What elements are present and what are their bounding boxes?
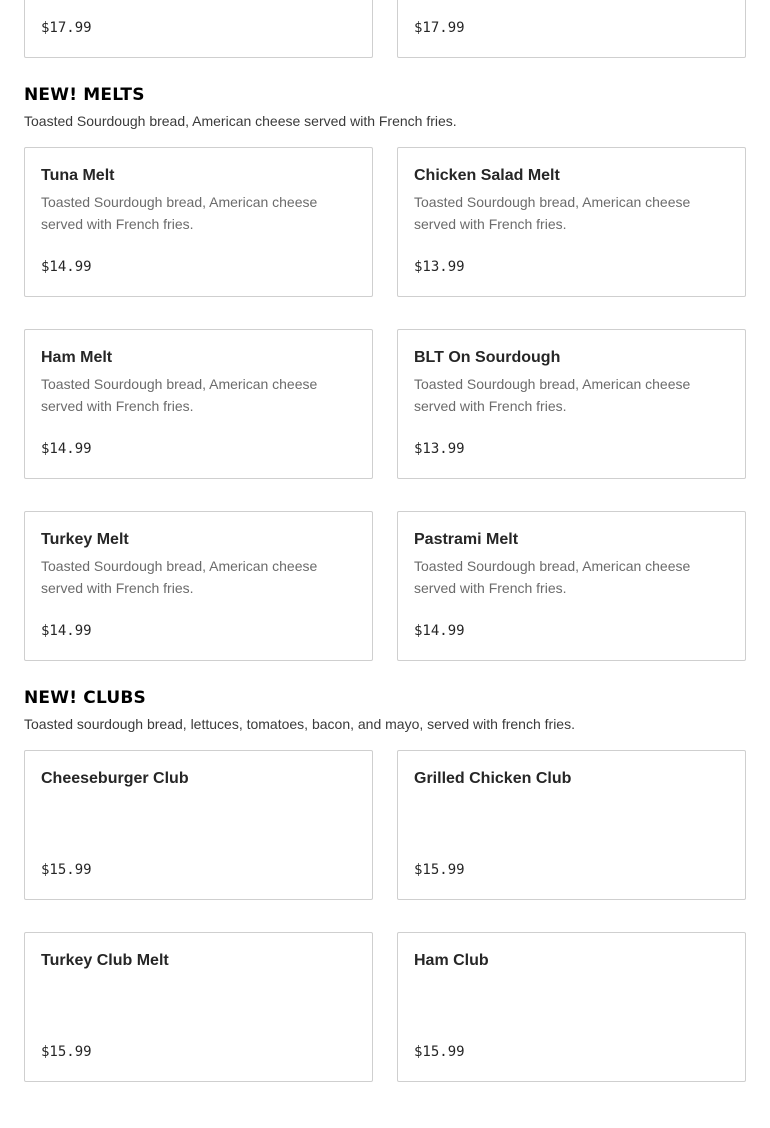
menu-item-price: $14.99 <box>414 623 465 639</box>
menu-item-card[interactable] <box>24 0 373 58</box>
menu-item-price: $15.99 <box>414 1044 465 1060</box>
menu-item-description: Toasted Sourdough bread, American cheese served with French fries. <box>41 376 318 414</box>
menu-item-grid <box>24 147 746 661</box>
menu-item-price: $15.99 <box>41 862 92 878</box>
menu-item-price: $17.99 <box>41 20 92 36</box>
menu-item-name: Ham Melt <box>41 349 113 366</box>
menu-item-description <box>41 794 356 838</box>
section-title: NEW! CLUBS <box>24 688 146 708</box>
menu-item-description: Toasted Sourdough bread, American cheese served with French fries. <box>414 194 691 232</box>
menu-item-name: Grilled Chicken Club <box>414 770 572 787</box>
menu-item-name: Pastrami Melt <box>414 531 519 548</box>
menu-item-name: BLT On Sourdough <box>414 349 561 366</box>
menu-item-card[interactable] <box>397 147 746 297</box>
menu-item-card[interactable] <box>24 329 373 479</box>
menu-section-clubs <box>24 687 746 1082</box>
menu-item-name: Cheeseburger Club <box>41 770 189 787</box>
menu-item-description <box>41 976 356 1020</box>
menu-item-card[interactable] <box>397 932 746 1082</box>
menu-item-price: $13.99 <box>414 441 465 457</box>
section-description: Toasted Sourdough bread, American cheese served with French fries. <box>24 113 457 129</box>
section-title: NEW! MELTS <box>24 85 145 105</box>
menu-item-price: $15.99 <box>41 1044 92 1060</box>
menu-item-grid <box>24 750 746 1082</box>
menu-item-name: Chicken Salad Melt <box>414 167 560 184</box>
menu-section <box>24 0 746 58</box>
menu-item-name: Tuna Melt <box>41 167 115 184</box>
section-header <box>24 84 746 130</box>
menu-content <box>24 0 746 1082</box>
menu-section-melts <box>24 84 746 661</box>
menu-item-price: $14.99 <box>41 259 92 275</box>
menu-item-description <box>414 794 729 838</box>
menu-item-description: Toasted Sourdough bread, American cheese served with French fries. <box>414 558 691 596</box>
section-description: Toasted sourdough bread, lettuces, tomatoes, bacon, and mayo, served with french fries. <box>24 716 575 732</box>
menu-item-description: Toasted Sourdough bread, American cheese served with French fries. <box>41 194 318 232</box>
menu-item-card[interactable] <box>397 0 746 58</box>
menu-item-description: Toasted Sourdough bread, American cheese served with French fries. <box>414 376 691 414</box>
menu-item-price: $13.99 <box>414 259 465 275</box>
menu-item-card[interactable] <box>24 511 373 661</box>
menu-item-description: Toasted Sourdough bread, American cheese served with French fries. <box>41 558 318 596</box>
menu-item-price: $14.99 <box>41 623 92 639</box>
menu-item-card[interactable] <box>397 329 746 479</box>
menu-item-grid <box>24 0 746 58</box>
menu-item-name: Turkey Club Melt <box>41 952 169 969</box>
menu-item-card[interactable] <box>24 750 373 900</box>
menu-item-name: Turkey Melt <box>41 531 129 548</box>
menu-item-price: $17.99 <box>414 20 465 36</box>
menu-item-card[interactable] <box>397 511 746 661</box>
menu-item-price: $14.99 <box>41 441 92 457</box>
menu-item-card[interactable] <box>24 147 373 297</box>
menu-item-price: $15.99 <box>414 862 465 878</box>
menu-item-card[interactable] <box>24 932 373 1082</box>
menu-item-card[interactable] <box>397 750 746 900</box>
menu-item-description <box>414 976 729 1020</box>
section-header <box>24 687 746 733</box>
menu-item-name: Ham Club <box>414 952 489 969</box>
